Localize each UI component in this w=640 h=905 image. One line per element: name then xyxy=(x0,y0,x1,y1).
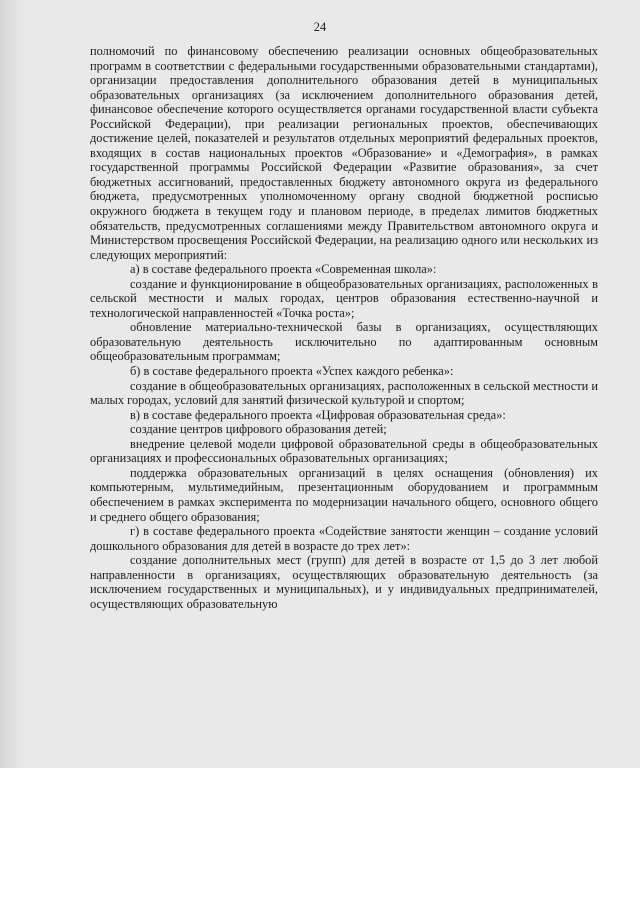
paragraph: внедрение целевой модели цифровой образовательной среды в общеобразовательных организациях и профессиональных образовательных организациях; xyxy=(90,436,598,466)
page-number: 24 xyxy=(313,20,327,34)
list-item-heading: в) в составе федерального проекта «Цифровая образовательная среда»: xyxy=(130,407,506,422)
list-item-heading: а) в составе федерального проекта «Современная школа»: xyxy=(130,262,437,277)
list-item-heading: г) в составе федерального проекта «Содействие занятости женщин – создание условий дошкольного образования для детей в возрасте до трех лет»: xyxy=(90,524,598,553)
list-item-heading: б) в составе федерального проекта «Успех каждого ребенка»: xyxy=(130,364,454,379)
paragraph: создание дополнительных мест (групп) для детей в возрасте от 1,5 до 3 лет любой направленности в организациях, осуществляющих образовательную деятельность (за исключением государственных и муниципальных), и у индивидуальных предпринимателей, осуществляющих образовательную xyxy=(90,553,598,611)
paragraph: поддержка образовательных организаций в целях оснащения (обновления) их компьютерным, мультимедийным, презентационным оборудованием и программным обеспечением в рамках эксперимента по модернизации начального общего, основного общего и среднего общего образования; xyxy=(90,465,598,524)
paragraph: создание в общеобразовательных организациях, расположенных в сельской местности и малых городах, условий для занятий физической культурой и спортом; xyxy=(90,378,598,408)
document-body xyxy=(90,44,598,611)
blank-area xyxy=(0,768,640,905)
paragraph: создание и функционирование в общеобразовательных организациях, расположенных в сельской местности и малых городах, центров образования естественно-научной и технологической направленностей «Точка роста»; xyxy=(90,276,598,320)
paragraph: полномочий по финансовому обеспечению реализации основных общеобразовательных программ в соответствии с федеральными государственными образовательными стандартами), организации предоставления дополнительного образования детей в муниципальных образовательных организациях (за исключением дополнительного образования детей, финансовое обеспечение которого осуществляется органами государственной власти субъекта Российской Федерации), при реализации региональных проектов, обеспечивающих достижение целей, показателей и результатов отдельных мероприятий федеральных проектов, входящих в состав национальных проектов «Образование» и «Демография», в рамках государственной программы Российской Федерации «Развитие образования», за счет бюджетных ассигнований, предоставленных бюджету автономного округа из федерального бюджета, предусмотренных уполномоченному органу сводной бюджетной росписью окружного бюджета в текущем году и плановом периоде, в пределах лимитов бюджетных обязательств, предусмотренных соглашениями между Правительством автономного округа и Министерством просвещения Российской Федерации, на реализацию одного или нескольких из следующих мероприятий: xyxy=(90,44,598,262)
paragraph: создание центров цифрового образования детей; xyxy=(130,422,387,437)
paragraph: обновление материально-технической базы в организациях, осуществляющих образовательную деятельность исключительно по адаптированным основным общеобразовательным программам; xyxy=(90,320,598,364)
